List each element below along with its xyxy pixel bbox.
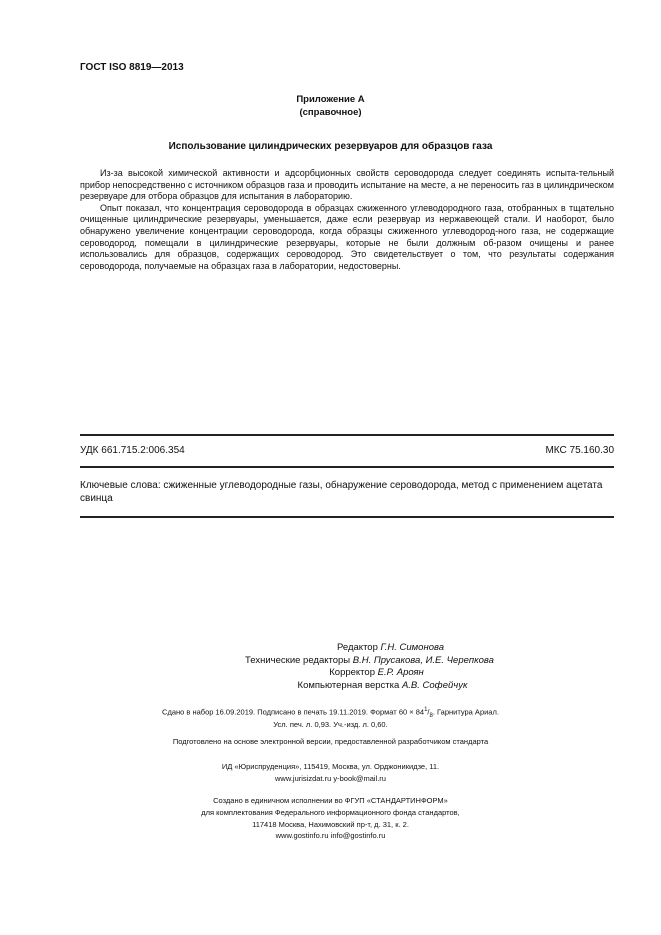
udk-code: УДК 661.715.2:006.354 [80,445,185,456]
paragraph-1: Из-за высокой химической активности и адсорбционных свойств сероводорода следует соединять испыта-тельный прибор непосредственно с источником образцов газа и проводить испытание на месте, а не переносить газ в цилиндрическом резервуаре для отбора образцов для испытания в лабораторию. [80,168,614,202]
appendix-note: (справочное) [299,107,362,118]
address-line: 117418 Москва, Нахимовский пр-т, д. 31, к. 2. [252,820,409,829]
print-sheets: Усл. печ. л. 0,93. Уч.-изд. л. 0,60. [273,720,388,729]
section-title: Использование цилиндрических резервуаров для образцов газа [168,141,493,152]
created-line-1: Создано в единичном исполнении во ФГУП «СТАНДАРТИНФОРМ» [213,796,448,805]
prepared-note: Подготовлено на основе электронной версии, предоставленной разработчиком стандарта [172,737,489,746]
credits-block [0,642,661,692]
publisher-id: ИД «Юриспруденция», 115419, Москва, ул. Орджоникидзе, 11. [221,762,440,771]
top-divider [80,434,614,436]
appendix-label: Приложение А [296,94,365,105]
publisher-contacts: www.jurisizdat.ru y-book@mail.ru [275,774,386,783]
keywords: Ключевые слова: сжиженные углеводородные газы, обнаружение сероводорода, метод с применением ацетата свинца [80,480,603,504]
layout-line: Компьютерная верстка А.В. Софейчук [297,679,468,691]
middle-divider [80,466,614,468]
editor-line: Редактор Г.Н. Симонова [336,642,445,653]
contacts-line: www.gostinfo.ru info@gostinfo.ru [275,831,386,840]
bottom-divider [80,516,614,518]
paragraph-2: Опыт показал, что концентрация сероводорода в образцах сжиженного углеводородного газа, отобранных в тщательно очищенные цилиндрические резервуары, уменьшается, даже если резервуар из нержавеющей стали. И наоборот, было обнаружено увеличение концентрации сероводорода, когда образцы сжиженного углеводород-ного газа, не содержащие сероводород, помещали в цилиндрические резервуары, которые не были должным об-разом очищены и ранее использовались для образцов, содержащих сероводород. Это свидетельствует о том, что результаты содержания сероводорода, получаемые на образцах газа в лаборатории, недостоверны. [80,202,614,271]
standard-number: ГОСТ ISO 8819—2013 [80,62,184,73]
mks-code: МКС 75.160.30 [545,445,614,456]
created-line-2: для комплектования Федерального информационного фонда стандартов, [201,808,460,817]
tech-editors-line: Технические редакторы В.Н. Прусакова, И.Е. Черепкова [245,654,494,666]
classification-row [80,445,614,456]
body-text [80,168,614,272]
corrector-line: Корректор Е.Р. Ароян [329,667,424,678]
print-info: Сдано в набор 16.09.2019. Подписано в печать 19.11.2019. Формат $60 \times 84^1/_8$. Гарнитура Ариал. [162,707,499,719]
